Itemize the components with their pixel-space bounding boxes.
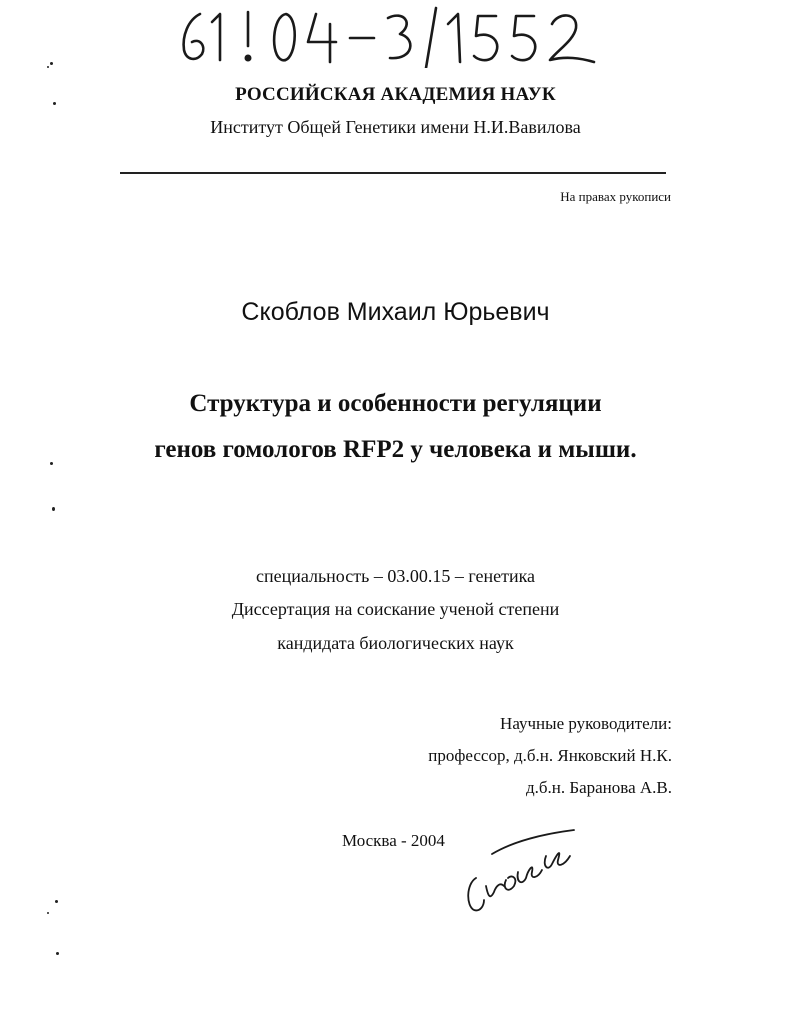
scan-speck	[55, 900, 58, 903]
manuscript-rights-note: На правах рукописи	[560, 189, 671, 204]
scan-speck	[50, 62, 53, 65]
handwritten-archive-number	[178, 6, 598, 68]
header-divider	[120, 172, 666, 174]
author-name: Скоблов Михаил Юрьевич	[241, 298, 550, 326]
city-year: Москва - 2004	[342, 831, 445, 850]
degree-line: Диссертация на соискание ученой степени	[231, 599, 560, 619]
scan-speck	[53, 102, 56, 105]
supervisor-first: профессор, д.б.н. Янковский Н.К.	[428, 746, 672, 765]
supervisors-block	[428, 708, 672, 804]
supervisors-heading: Научные руководители:	[500, 714, 672, 733]
scan-speck	[50, 462, 53, 465]
thesis-title-line-1: Структура и особенности регуляции	[189, 390, 602, 417]
scan-speck	[47, 66, 49, 68]
scan-speck	[52, 507, 55, 511]
scan-speck	[47, 912, 49, 914]
degree-field-line: кандидата биологических наук	[277, 633, 514, 653]
specialty-line: специальность – 03.00.15 – генетика	[255, 566, 536, 586]
signature-mark	[462, 826, 582, 916]
academy-name: РОССИЙСКАЯ АКАДЕМИЯ НАУК	[235, 84, 556, 105]
thesis-title-line-2: генов гомологов RFP2 у человека и мыши.	[154, 436, 637, 463]
supervisor-second: д.б.н. Баранова А.В.	[525, 778, 672, 797]
scan-speck	[56, 952, 59, 955]
institute-name: Институт Общей Генетики имени Н.И.Вавилова	[210, 117, 581, 137]
